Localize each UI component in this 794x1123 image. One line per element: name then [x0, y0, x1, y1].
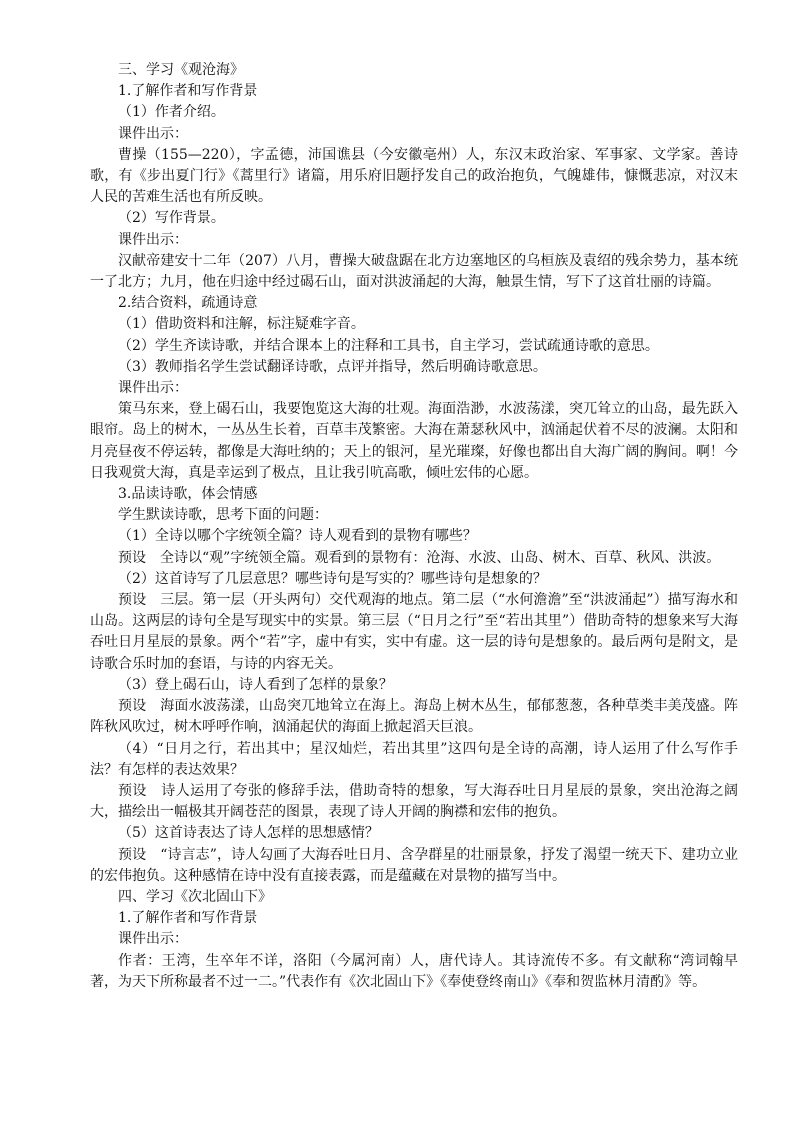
list-item: （3）教师指名学生尝试翻译诗歌，点评并指导，然后明确诗歌意思。 [118, 358, 547, 375]
answer: 预设 海面水波荡漾，山岛突兀地耸立在海上。海岛上树木丛生，郁郁葱葱，各种草类丰美茂盛。阵阵秋风吹过，树木呼呼作响，汹涌起伏的海面上掀起滔天巨浪。 [90, 698, 738, 736]
subheading: 1.了解作者和写作背景 [118, 910, 258, 927]
answer: 预设 “诗言志”，诗人勾画了大海吞吐日月、含孕群星的壮丽景象，抒发了渴望一统天下、建功立业的宏伟抱负。这种感情在诗中没有直接表露，而是蕴藏在对景物的描写当中。 [90, 846, 738, 884]
paragraph: 学生默读诗歌，思考下面的问题： [118, 507, 328, 524]
list-item: （1）借助资料和注解，标注疑难字音。 [118, 316, 365, 333]
paragraph: 汉献帝建安十二年（207）八月，曹操大破盘踞在北方边塞地区的乌桓族及袁绍的残余势力，基本统一了北方；九月，他在归途中经过碣石山，面对洪波涌起的大海，触景生情，写下了这首壮丽的诗篇。 [90, 252, 738, 291]
slide-label: 课件出示： [118, 125, 188, 142]
subheading: 2.结合资料，疏通诗意 [118, 295, 258, 312]
list-item: （1）作者介绍。 [118, 104, 225, 121]
answer: 预设 三层。第一层（开头两句）交代观海的地点。第二层（“水何澹澹”至“洪波涌起”）描写海水和山岛。这两层的诗句全是写现实中的实景。第三层（“日月之行”至“若出其里”）借助奇特的想象来写大海吞吐日月星辰的景象。两个“若”字，虚中有实，实中有虚。这一层的诗句是想象的。最后两句是附文，是诗歌合乐时加的套语，与诗的内容无关。 [90, 592, 738, 672]
section-heading: 四、学习《次北固山下》 [118, 888, 272, 905]
slide-label: 课件出示： [118, 380, 188, 397]
answer: 预设 诗人运用了夸张的修辞手法，借助奇特的想象，写大海吞吐日月星辰的景象，突出沧海之阔大，描绘出一幅极其开阔苍茫的图景，表现了诗人开阔的胸襟和宏伟的抱负。 [90, 782, 738, 821]
slide-label: 课件出示： [118, 231, 188, 248]
subheading: 1.了解作者和写作背景 [118, 83, 258, 100]
question: （1）全诗以哪个字统领全篇？诗人观看到的景物有哪些？ [118, 528, 477, 545]
list-item: （2）学生齐读诗歌，并结合课本上的注释和工具书，自主学习，尝试疏通诗歌的意思。 [118, 337, 659, 354]
paragraph: 策马东来，登上碣石山，我要饱览这大海的壮观。海面浩渺，水波荡漾，突兀耸立的山岛，最先跃入眼帘。岛上的树木，一丛丛生长着，百草丰茂繁密。大海在萧瑟秋风中，汹涌起伏着不尽的波澜。太阳和月亮昼夜不停运转，都像是大海吐纳的；天上的银河，星光璀璨，好像也都出自大海广阔的胸间。啊！今日我观赏大海，真是幸运到了极点，且让我引吭高歌，倾吐宏伟的心愿。 [90, 401, 738, 481]
subheading: 3.品读诗歌，体会情感 [118, 486, 258, 503]
paragraph: 曹操（155—220），字孟德，沛国谯县（今安徽亳州）人，东汉末政治家、军事家、文学家。善诗歌，有《步出夏门行》《蒿里行》诸篇，用乐府旧题抒发自己的政治抱负，气魄雄伟，慷慨悲凉，对汉末人民的苦难生活也有所反映。 [90, 146, 738, 206]
list-item: （2）写作背景。 [118, 210, 225, 227]
question: （2）这首诗写了几层意思？哪些诗句是写实的？哪些诗句是想象的？ [118, 570, 547, 587]
question: （4）“日月之行，若出其中；星汉灿烂，若出其里”这四句是全诗的高潮，诗人运用了什么写作手法？有怎样的表达效果？ [90, 740, 738, 778]
section-heading: 三、学习《观沧海》 [118, 62, 244, 78]
question: （5）这首诗表达了诗人怎样的思想感情？ [118, 825, 379, 842]
question: （3）登上碣石山，诗人看到了怎样的景象？ [118, 676, 393, 693]
document-page [90, 60, 738, 993]
paragraph: 作者：王湾，生卒年不详，洛阳（今属河南）人，唐代诗人。其诗流传不多。有文献称“湾词翰早著，为天下所称最者不过一二。”代表作有《次北固山下》《奉使登终南山》《奉和贺监林月清酌》等。 [90, 952, 738, 990]
answer: 预设 全诗以“观”字统领全篇。观看到的景物有：沧海、水波、山岛、树木、百草、秋风、洪波。 [118, 549, 721, 566]
slide-label: 课件出示： [118, 931, 188, 948]
